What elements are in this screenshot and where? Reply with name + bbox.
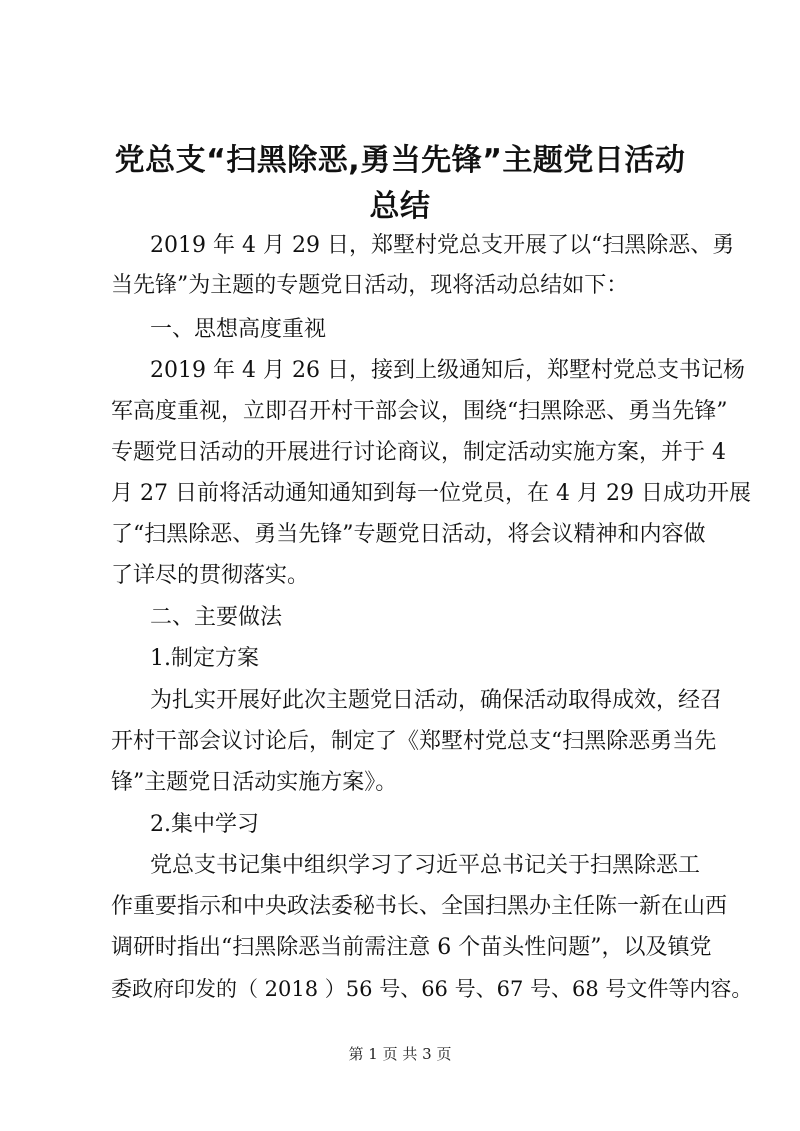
section-heading-1: 一、思想高度重视: [150, 317, 327, 342]
body-line-6: 月 27 日前将活动通知通知到每一位党员，在 4 月 29 日成功开展: [111, 481, 751, 506]
body-line-2: 当先锋”为主题的专题党日活动，现将活动总结如下：: [111, 273, 629, 298]
body-line-1: 2019 年 4 月 29 日，郑墅村党总支开展了以“扫黑除恶、勇: [150, 233, 735, 258]
body-line-8: 了详尽的贯彻落实。: [111, 563, 310, 588]
body-line-14: 调研时指出“扫黑除恶当前需注意 6 个苗头性问题”，以及镇党: [111, 935, 712, 960]
body-line-9: 为扎实开展好此次主题党日活动，确保活动取得成效，经召: [150, 688, 723, 713]
body-line-15: 委政府印发的（ 2018 ）56 号、66 号、67 号、68 号文件等内容。: [111, 977, 753, 1001]
body-line-10: 开村干部会议讨论后，制定了《郑墅村党总支“扫黑除恶勇当先: [111, 729, 717, 754]
body-line-5: 专题党日活动的开展进行讨论商议，制定活动实施方案，并于 4: [111, 440, 726, 465]
document-title-line-2: 总结: [369, 189, 431, 224]
body-line-13: 作重要指示和中央政法委秘书长、全国扫黑办主任陈一新在山西: [111, 894, 728, 919]
body-line-3: 2019 年 4 月 26 日，接到上级通知后，郑墅村党总支书记杨: [150, 358, 745, 383]
body-line-12: 党总支书记集中组织学习了习近平总书记关于扫黑除恶工: [150, 853, 701, 878]
body-line-7: 了“扫黑除恶、勇当先锋”专题党日活动，将会议精神和内容做: [111, 522, 706, 547]
subsection-heading-1: 1.制定方案: [150, 646, 259, 671]
section-heading-2: 二、主要做法: [150, 605, 283, 630]
document-title-line-1: 党总支“扫黑除恶,勇当先锋”主题党日活动: [114, 143, 686, 178]
subsection-heading-2: 2.集中学习: [150, 812, 259, 837]
body-line-11: 锋”主题党日活动实施方案》。: [111, 770, 398, 795]
body-line-4: 军高度重视，立即召开村干部会议，围绕“扫黑除恶、勇当先锋”: [111, 399, 728, 424]
page-footer: 第 1 页 共 3 页: [348, 1045, 452, 1063]
